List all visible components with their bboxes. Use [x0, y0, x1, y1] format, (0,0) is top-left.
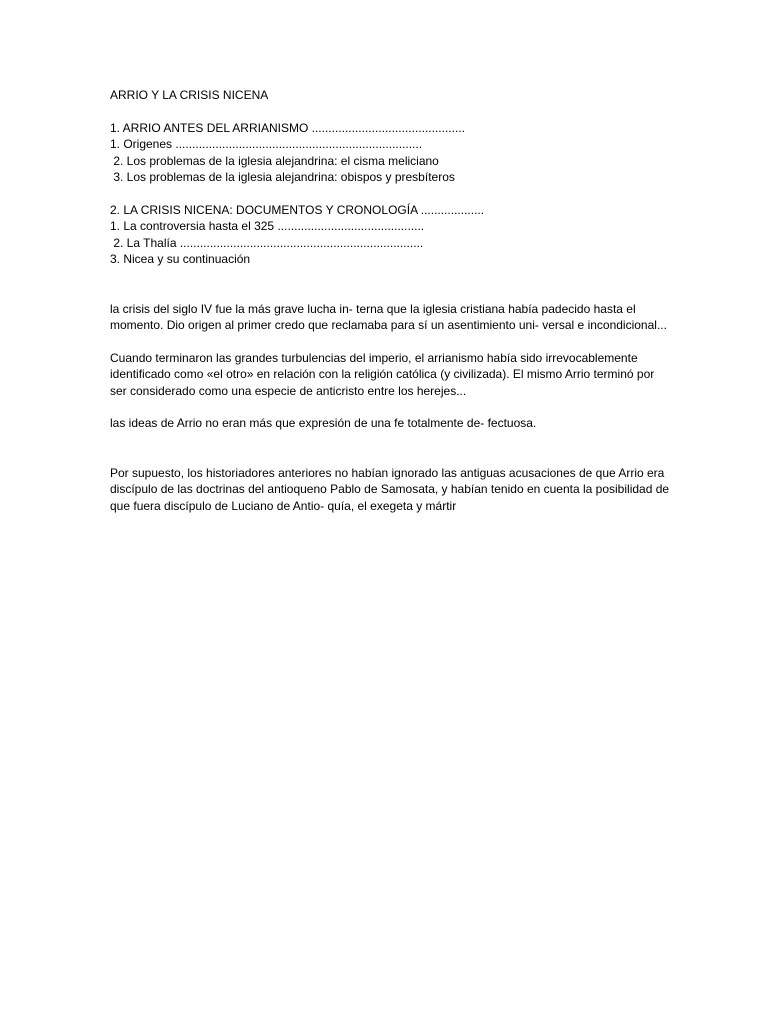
body-paragraph: las ideas de Arrio no eran más que expresión de una fe totalmente de- fectuosa. — [110, 416, 537, 430]
toc-item: 1. La controversia hasta el 325 ............................................ — [110, 219, 425, 233]
body-paragraph: Por supuesto, los historiadores anteriores no habían ignorado las antiguas acusaciones de que Arrio era discípulo de las doctrinas del antioqueno Pablo de Samosata, y habían tenido en cuenta la posibilidad de que fuera discípulo de Luciano de Antio- quía, el exegeta y mártir — [110, 465, 670, 513]
toc-heading: 2. LA CRISIS NICENA: DOCUMENTOS Y CRONOLOGÍA ................... — [110, 202, 485, 217]
toc-item: 3. Nicea y su continuación — [110, 252, 251, 266]
body-paragraph: Cuando terminaron las grandes turbulencias del imperio, el arrianismo había sido irrevocablemente identificado como «el otro» en relación con la religión católica (y civilizada). El mismo Arrio terminó por ser considerado como una especie de anticristo entre los herejes... — [110, 350, 655, 398]
toc-section-2 — [110, 202, 670, 268]
body-paragraph: la crisis del siglo IV fue la más grave lucha in- terna que la iglesia cristiana había padecido hasta el momento. Dio origen al primer credo que reclamaba para sí un asentimiento uni- versal e incondicional... — [110, 301, 667, 332]
toc-item: 3. Los problemas de la iglesia alejandrina: obispos y presbíteros — [110, 170, 455, 184]
document-page — [110, 87, 670, 530]
toc-item: 2. Los problemas de la iglesia alejandrina: el cisma meliciano — [110, 153, 439, 168]
toc-item: 1. Origenes .......................................................................... — [110, 137, 423, 151]
document-title: ARRIO Y LA CRISIS NICENA — [110, 88, 269, 102]
toc-heading: 1. ARRIO ANTES DEL ARRIANISMO .............................................. — [110, 120, 465, 135]
toc-item: 2. La Thalía ......................................................................... — [110, 235, 424, 250]
toc-section-1 — [110, 120, 670, 186]
